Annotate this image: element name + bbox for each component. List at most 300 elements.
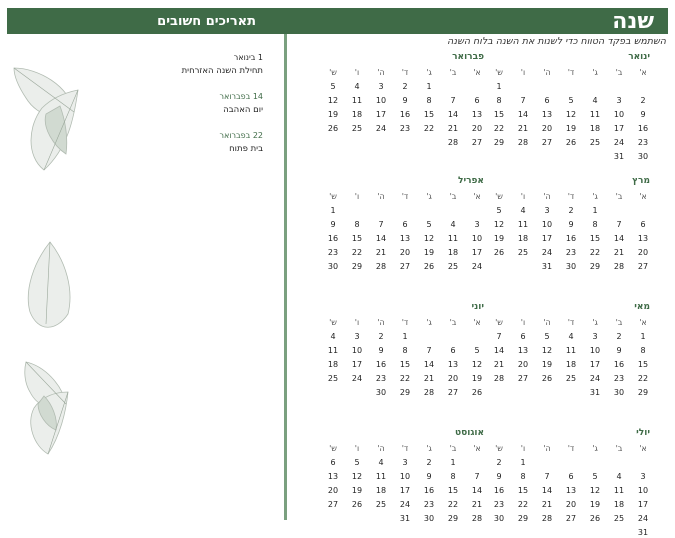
calendar-day[interactable]: 14 <box>541 486 553 495</box>
calendar-day[interactable]: 2 <box>496 458 502 467</box>
calendar-day[interactable]: 11 <box>447 234 459 243</box>
calendar-day[interactable]: 21 <box>517 124 529 133</box>
calendar-day[interactable]: 13 <box>471 110 483 119</box>
calendar-day[interactable]: 5 <box>592 472 598 481</box>
calendar-day[interactable]: 14 <box>613 234 625 243</box>
calendar-day[interactable]: 30 <box>493 514 505 523</box>
calendar-day[interactable]: 29 <box>517 514 529 523</box>
calendar-day[interactable]: 7 <box>520 96 526 105</box>
calendar-day[interactable]: 28 <box>493 374 505 383</box>
calendar-day[interactable]: 22 <box>351 248 363 257</box>
calendar-day[interactable]: 2 <box>616 332 622 341</box>
calendar-day[interactable]: 20 <box>327 486 339 495</box>
calendar-day[interactable]: 31 <box>589 388 601 397</box>
weekday-label: ו' <box>354 68 360 77</box>
calendar-day[interactable]: 27 <box>541 138 553 147</box>
calendar-day[interactable]: 30 <box>327 262 339 271</box>
calendar-day[interactable]: 11 <box>589 110 601 119</box>
calendar-day[interactable]: 1 <box>330 206 336 215</box>
calendar-day[interactable]: 17 <box>375 110 387 119</box>
calendar-day[interactable]: 23 <box>613 374 625 383</box>
weekday-label: ו' <box>520 68 526 77</box>
calendar-day[interactable]: 19 <box>423 248 435 257</box>
calendar-day[interactable]: 5 <box>426 220 432 229</box>
calendar-day[interactable]: 14 <box>375 234 387 243</box>
weekday-label: ש' <box>329 444 337 453</box>
calendar-day[interactable]: 18 <box>327 360 339 369</box>
calendar-day[interactable]: 4 <box>616 472 622 481</box>
calendar-day[interactable]: 21 <box>493 360 505 369</box>
calendar-day[interactable]: 8 <box>592 220 598 229</box>
month-name: יולי <box>636 428 650 438</box>
calendar-day[interactable]: 25 <box>565 374 577 383</box>
weekday-label: ה' <box>377 444 385 453</box>
calendar-day[interactable]: 9 <box>616 346 622 355</box>
calendar-day[interactable]: 7 <box>496 332 502 341</box>
calendar-day[interactable]: 18 <box>565 360 577 369</box>
weekday-label: ש' <box>495 68 503 77</box>
calendar-day[interactable]: 2 <box>426 458 432 467</box>
calendar-day[interactable]: 23 <box>375 374 387 383</box>
calendar-day[interactable]: 24 <box>399 500 411 509</box>
calendar-day[interactable]: 4 <box>520 206 526 215</box>
weekday-label: ג' <box>592 192 598 201</box>
calendar-day[interactable]: 25 <box>447 262 459 271</box>
calendar-day[interactable]: 3 <box>592 332 598 341</box>
calendar-day[interactable]: 7 <box>474 472 480 481</box>
calendar-day[interactable]: 29 <box>589 262 601 271</box>
calendar-day[interactable]: 19 <box>589 500 601 509</box>
calendar-day[interactable]: 24 <box>471 262 483 271</box>
weekday-label: ב' <box>615 318 623 327</box>
calendar-day[interactable]: 31 <box>541 262 553 271</box>
calendar-day[interactable]: 16 <box>423 486 435 495</box>
calendar-day[interactable]: 1 <box>496 82 502 91</box>
month-name: מאי <box>634 302 650 312</box>
calendar-day[interactable]: 21 <box>541 500 553 509</box>
calendar-day[interactable]: 7 <box>616 220 622 229</box>
calendar-day[interactable]: 8 <box>354 220 360 229</box>
weekday-label: ג' <box>426 192 432 201</box>
weekday-label: א' <box>639 444 647 453</box>
calendar-day[interactable]: 23 <box>423 500 435 509</box>
calendar-day[interactable]: 24 <box>541 248 553 257</box>
calendar-day[interactable]: 6 <box>330 458 336 467</box>
calendar-day[interactable]: 5 <box>474 346 480 355</box>
calendar-day[interactable]: 21 <box>447 124 459 133</box>
calendar-day[interactable]: 6 <box>520 332 526 341</box>
calendar-day[interactable]: 13 <box>447 360 459 369</box>
calendar-day[interactable]: 9 <box>426 472 432 481</box>
calendar-day[interactable]: 11 <box>565 346 577 355</box>
calendar-day[interactable]: 5 <box>330 82 336 91</box>
calendar-day[interactable]: 30 <box>375 388 387 397</box>
calendar-day[interactable]: 21 <box>471 500 483 509</box>
subtitle-instruction: השתמש בפקד הטווח כדי לשנות את השנה בלוח השנה <box>447 36 666 47</box>
calendar-day[interactable]: 1 <box>592 206 598 215</box>
calendar-day[interactable]: 29 <box>447 514 459 523</box>
calendar-day[interactable]: 12 <box>423 234 435 243</box>
weekday-label: ש' <box>495 192 503 201</box>
calendar-day[interactable]: 12 <box>351 472 363 481</box>
calendar-day[interactable]: 16 <box>613 360 625 369</box>
calendar-day[interactable]: 11 <box>517 220 529 229</box>
calendar-day[interactable]: 22 <box>589 248 601 257</box>
weekday-label: ג' <box>592 318 598 327</box>
calendar-day[interactable]: 26 <box>423 262 435 271</box>
month-name: יוני <box>471 302 484 312</box>
calendar-day[interactable]: 13 <box>637 234 649 243</box>
calendar-day[interactable]: 5 <box>544 332 550 341</box>
month-name: מרץ <box>632 176 650 186</box>
important-dates-title: תאריכים חשובים <box>157 14 256 29</box>
weekday-label: ב' <box>615 68 623 77</box>
calendar-day[interactable]: 20 <box>399 248 411 257</box>
calendar-day[interactable]: 8 <box>426 96 432 105</box>
calendar-day[interactable]: 24 <box>351 374 363 383</box>
calendar-day[interactable]: 22 <box>447 500 459 509</box>
calendar-day[interactable]: 6 <box>474 96 480 105</box>
calendar-day[interactable]: 28 <box>447 138 459 147</box>
calendar-day[interactable]: 18 <box>351 110 363 119</box>
calendar-day[interactable]: 27 <box>565 514 577 523</box>
month-name: אפריל <box>458 176 484 186</box>
weekday-label: א' <box>473 318 481 327</box>
calendar-day[interactable]: 25 <box>375 500 387 509</box>
calendar-day[interactable]: 14 <box>471 486 483 495</box>
calendar-day[interactable]: 17 <box>637 500 649 509</box>
calendar-day[interactable]: 7 <box>544 472 550 481</box>
weekday-label: ו' <box>520 192 526 201</box>
calendar-day[interactable]: 20 <box>471 124 483 133</box>
calendar-day[interactable]: 10 <box>351 346 363 355</box>
calendar-day[interactable]: 9 <box>330 220 336 229</box>
weekday-label: ב' <box>449 68 457 77</box>
calendar-day[interactable]: 7 <box>426 346 432 355</box>
calendar-day[interactable]: 8 <box>640 346 646 355</box>
calendar-day[interactable]: 14 <box>493 346 505 355</box>
calendar-day[interactable]: 13 <box>541 110 553 119</box>
weekday-label: ג' <box>592 68 598 77</box>
page-title: שנה <box>612 9 654 34</box>
weekday-label: א' <box>473 444 481 453</box>
weekday-label: ד' <box>401 444 409 453</box>
weekday-label: ד' <box>567 318 575 327</box>
calendar-day[interactable]: 4 <box>354 82 360 91</box>
calendar-day[interactable]: 6 <box>402 220 408 229</box>
calendar-day[interactable]: 1 <box>426 82 432 91</box>
calendar-day[interactable]: 20 <box>517 360 529 369</box>
calendar-day[interactable]: 16 <box>565 234 577 243</box>
calendar-day[interactable]: 17 <box>589 360 601 369</box>
calendar-day[interactable]: 27 <box>637 262 649 271</box>
calendar-day[interactable]: 25 <box>613 514 625 523</box>
calendar-day[interactable]: 28 <box>471 514 483 523</box>
calendar-day[interactable]: 12 <box>565 110 577 119</box>
month-name: אוגוסט <box>455 428 484 438</box>
calendar-day[interactable]: 8 <box>520 472 526 481</box>
calendar-day[interactable]: 24 <box>375 124 387 133</box>
calendar-day[interactable]: 17 <box>399 486 411 495</box>
calendar-day[interactable]: 1 <box>402 332 408 341</box>
month-name: ינואר <box>628 52 650 62</box>
calendar-day[interactable]: 2 <box>378 332 384 341</box>
event-title: תחילת השנה האזרחית <box>181 66 263 76</box>
header-bar <box>7 8 668 34</box>
calendar-day[interactable]: 28 <box>375 262 387 271</box>
calendar-day[interactable]: 10 <box>637 486 649 495</box>
calendar-day[interactable]: 10 <box>375 96 387 105</box>
calendar-day[interactable]: 28 <box>541 514 553 523</box>
calendar-day[interactable]: 23 <box>637 138 649 147</box>
calendar-day[interactable]: 28 <box>517 138 529 147</box>
calendar-day[interactable]: 3 <box>616 96 622 105</box>
calendar-day[interactable]: 19 <box>471 374 483 383</box>
calendar-day[interactable]: 9 <box>378 346 384 355</box>
weekday-label: ו' <box>354 192 360 201</box>
calendar-day[interactable]: 6 <box>450 346 456 355</box>
calendar-day[interactable]: 1 <box>640 332 646 341</box>
weekday-label: ה' <box>543 444 551 453</box>
calendar-day[interactable]: 13 <box>517 346 529 355</box>
calendar-day[interactable]: 10 <box>613 110 625 119</box>
calendar-day[interactable]: 16 <box>493 486 505 495</box>
calendar-day[interactable]: 15 <box>637 360 649 369</box>
calendar-day[interactable]: 29 <box>637 388 649 397</box>
calendar-day[interactable]: 5 <box>354 458 360 467</box>
calendar-day[interactable]: 20 <box>447 374 459 383</box>
calendar-day[interactable]: 24 <box>589 374 601 383</box>
calendar-day[interactable]: 30 <box>565 262 577 271</box>
calendar-day[interactable]: 13 <box>327 472 339 481</box>
calendar-day[interactable]: 30 <box>637 152 649 161</box>
calendar-day[interactable]: 18 <box>589 124 601 133</box>
weekday-label: ו' <box>354 318 360 327</box>
calendar-day[interactable]: 30 <box>613 388 625 397</box>
event-title: יום האהבה <box>223 105 263 115</box>
calendar-day[interactable]: 6 <box>568 472 574 481</box>
weekday-label: א' <box>639 68 647 77</box>
calendar-day[interactable]: 15 <box>493 110 505 119</box>
calendar-day[interactable]: 29 <box>399 388 411 397</box>
weekday-label: ש' <box>495 318 503 327</box>
calendar-day[interactable]: 25 <box>517 248 529 257</box>
calendar-day[interactable]: 29 <box>351 262 363 271</box>
calendar-day[interactable]: 31 <box>637 528 649 537</box>
calendar-day[interactable]: 2 <box>568 206 574 215</box>
weekday-label: ג' <box>426 318 432 327</box>
calendar-day[interactable]: 18 <box>375 486 387 495</box>
calendar-day[interactable]: 17 <box>613 124 625 133</box>
calendar-day[interactable]: 1 <box>520 458 526 467</box>
calendar-day[interactable]: 4 <box>378 458 384 467</box>
calendar-day[interactable]: 8 <box>450 472 456 481</box>
calendar-day[interactable]: 16 <box>375 360 387 369</box>
calendar-day[interactable]: 9 <box>568 220 574 229</box>
calendar-day[interactable]: 22 <box>493 124 505 133</box>
calendar-day[interactable]: 10 <box>399 472 411 481</box>
month-name: פברואר <box>452 52 484 62</box>
calendar-day[interactable]: 26 <box>589 514 601 523</box>
calendar-day[interactable]: 22 <box>637 374 649 383</box>
calendar-day[interactable]: 17 <box>541 234 553 243</box>
weekday-label: א' <box>473 68 481 77</box>
calendar-day[interactable]: 5 <box>496 206 502 215</box>
calendar-day[interactable]: 16 <box>637 124 649 133</box>
weekday-label: ב' <box>449 192 457 201</box>
calendar-day[interactable]: 15 <box>589 234 601 243</box>
calendar-day[interactable]: 28 <box>423 388 435 397</box>
calendar-day[interactable]: 14 <box>517 110 529 119</box>
calendar-day[interactable]: 15 <box>399 360 411 369</box>
calendar-day[interactable]: 23 <box>399 124 411 133</box>
calendar-day[interactable]: 17 <box>351 360 363 369</box>
calendar-day[interactable]: 23 <box>493 500 505 509</box>
calendar-day[interactable]: 14 <box>447 110 459 119</box>
calendar-day[interactable]: 10 <box>541 220 553 229</box>
weekday-label: א' <box>639 318 647 327</box>
calendar-day[interactable]: 11 <box>613 486 625 495</box>
calendar-day[interactable]: 30 <box>423 514 435 523</box>
calendar-day[interactable]: 22 <box>517 500 529 509</box>
weekday-label: ד' <box>401 68 409 77</box>
calendar-day[interactable]: 27 <box>327 500 339 509</box>
calendar-day[interactable]: 27 <box>471 138 483 147</box>
calendar-day[interactable]: 29 <box>493 138 505 147</box>
calendar-day[interactable]: 12 <box>541 346 553 355</box>
calendar-day[interactable]: 24 <box>637 514 649 523</box>
weekday-label: ה' <box>543 318 551 327</box>
calendar-day[interactable]: 18 <box>517 234 529 243</box>
calendar-day[interactable]: 12 <box>493 220 505 229</box>
calendar-day[interactable]: 3 <box>354 332 360 341</box>
calendar-day[interactable]: 21 <box>375 248 387 257</box>
calendar-day[interactable]: 6 <box>544 96 550 105</box>
calendar-day[interactable]: 3 <box>378 82 384 91</box>
calendar-day[interactable]: 18 <box>447 248 459 257</box>
calendar-day[interactable]: 28 <box>613 262 625 271</box>
calendar-day[interactable]: 18 <box>613 500 625 509</box>
calendar-day[interactable]: 19 <box>493 234 505 243</box>
calendar-day[interactable]: 8 <box>402 346 408 355</box>
calendar-day[interactable]: 12 <box>589 486 601 495</box>
calendar-day[interactable]: 27 <box>517 374 529 383</box>
calendar-day[interactable]: 7 <box>450 96 456 105</box>
calendar-day[interactable]: 3 <box>544 206 550 215</box>
calendar-day[interactable]: 17 <box>471 248 483 257</box>
event-date: 22 בפברואר <box>219 131 263 140</box>
calendar-day[interactable]: 10 <box>589 346 601 355</box>
calendar-day[interactable]: 3 <box>474 220 480 229</box>
calendar-day[interactable]: 23 <box>565 248 577 257</box>
calendar-day[interactable]: 25 <box>589 138 601 147</box>
calendar-day[interactable]: 15 <box>423 110 435 119</box>
weekday-label: ב' <box>615 444 623 453</box>
calendar-day[interactable]: 19 <box>351 486 363 495</box>
calendar-day[interactable]: 19 <box>327 110 339 119</box>
calendar-day[interactable]: 9 <box>640 110 646 119</box>
calendar-day[interactable]: 27 <box>447 388 459 397</box>
calendar-day[interactable]: 25 <box>327 374 339 383</box>
event-title: בית פתוח <box>229 144 263 154</box>
calendar-day[interactable]: 21 <box>423 374 435 383</box>
calendar-day[interactable]: 2 <box>402 82 408 91</box>
weekday-label: ה' <box>543 68 551 77</box>
weekday-label: ש' <box>329 68 337 77</box>
calendar-day[interactable]: 4 <box>592 96 598 105</box>
calendar-day[interactable]: 22 <box>399 374 411 383</box>
calendar-day[interactable]: 26 <box>327 124 339 133</box>
calendar-day[interactable]: 4 <box>330 332 336 341</box>
calendar-day[interactable]: 11 <box>327 346 339 355</box>
calendar-day[interactable]: 4 <box>450 220 456 229</box>
weekday-label: ב' <box>449 318 457 327</box>
calendar-day[interactable]: 14 <box>423 360 435 369</box>
weekday-label: ג' <box>426 444 432 453</box>
calendar-day[interactable]: 11 <box>375 472 387 481</box>
calendar-day[interactable]: 16 <box>399 110 411 119</box>
calendar-day[interactable]: 20 <box>565 500 577 509</box>
calendar-day[interactable]: 1 <box>450 458 456 467</box>
calendar-day[interactable]: 3 <box>402 458 408 467</box>
calendar-day[interactable]: 19 <box>565 124 577 133</box>
calendar-day[interactable]: 26 <box>471 388 483 397</box>
calendar-day[interactable]: 31 <box>399 514 411 523</box>
calendar-day[interactable]: 7 <box>378 220 384 229</box>
calendar-day[interactable]: 31 <box>613 152 625 161</box>
calendar-day[interactable]: 26 <box>541 374 553 383</box>
calendar-day[interactable]: 11 <box>351 96 363 105</box>
calendar-day[interactable]: 20 <box>637 248 649 257</box>
weekday-label: ה' <box>543 192 551 201</box>
calendar-day[interactable]: 12 <box>471 360 483 369</box>
weekday-label: ב' <box>615 192 623 201</box>
calendar-day[interactable]: 13 <box>399 234 411 243</box>
calendar-day[interactable]: 10 <box>471 234 483 243</box>
calendar-day[interactable]: 23 <box>327 248 339 257</box>
calendar-day[interactable]: 2 <box>640 96 646 105</box>
calendar-day[interactable]: 8 <box>496 96 502 105</box>
calendar-day[interactable]: 24 <box>613 138 625 147</box>
calendar-day[interactable]: 26 <box>565 138 577 147</box>
weekday-label: ו' <box>520 318 526 327</box>
weekday-label: ה' <box>377 318 385 327</box>
calendar-day[interactable]: 9 <box>496 472 502 481</box>
calendar-day[interactable]: 16 <box>327 234 339 243</box>
calendar-day[interactable]: 21 <box>613 248 625 257</box>
calendar-day[interactable]: 26 <box>351 500 363 509</box>
calendar-day[interactable]: 20 <box>541 124 553 133</box>
calendar-day[interactable]: 9 <box>402 96 408 105</box>
weekday-label: ד' <box>567 192 575 201</box>
calendar-day[interactable]: 25 <box>351 124 363 133</box>
calendar-day[interactable]: 27 <box>399 262 411 271</box>
weekday-label: ש' <box>329 318 337 327</box>
calendar-day[interactable]: 4 <box>568 332 574 341</box>
calendar-day[interactable]: 3 <box>640 472 646 481</box>
calendar-day[interactable]: 13 <box>565 486 577 495</box>
calendar-day[interactable]: 5 <box>568 96 574 105</box>
calendar-day[interactable]: 22 <box>423 124 435 133</box>
calendar-day[interactable]: 12 <box>327 96 339 105</box>
weekday-label: ד' <box>567 444 575 453</box>
calendar-day[interactable]: 15 <box>517 486 529 495</box>
calendar-day[interactable]: 19 <box>541 360 553 369</box>
calendar-day[interactable]: 15 <box>447 486 459 495</box>
calendar-day[interactable]: 6 <box>640 220 646 229</box>
calendar-day[interactable]: 26 <box>493 248 505 257</box>
calendar-day[interactable]: 15 <box>351 234 363 243</box>
